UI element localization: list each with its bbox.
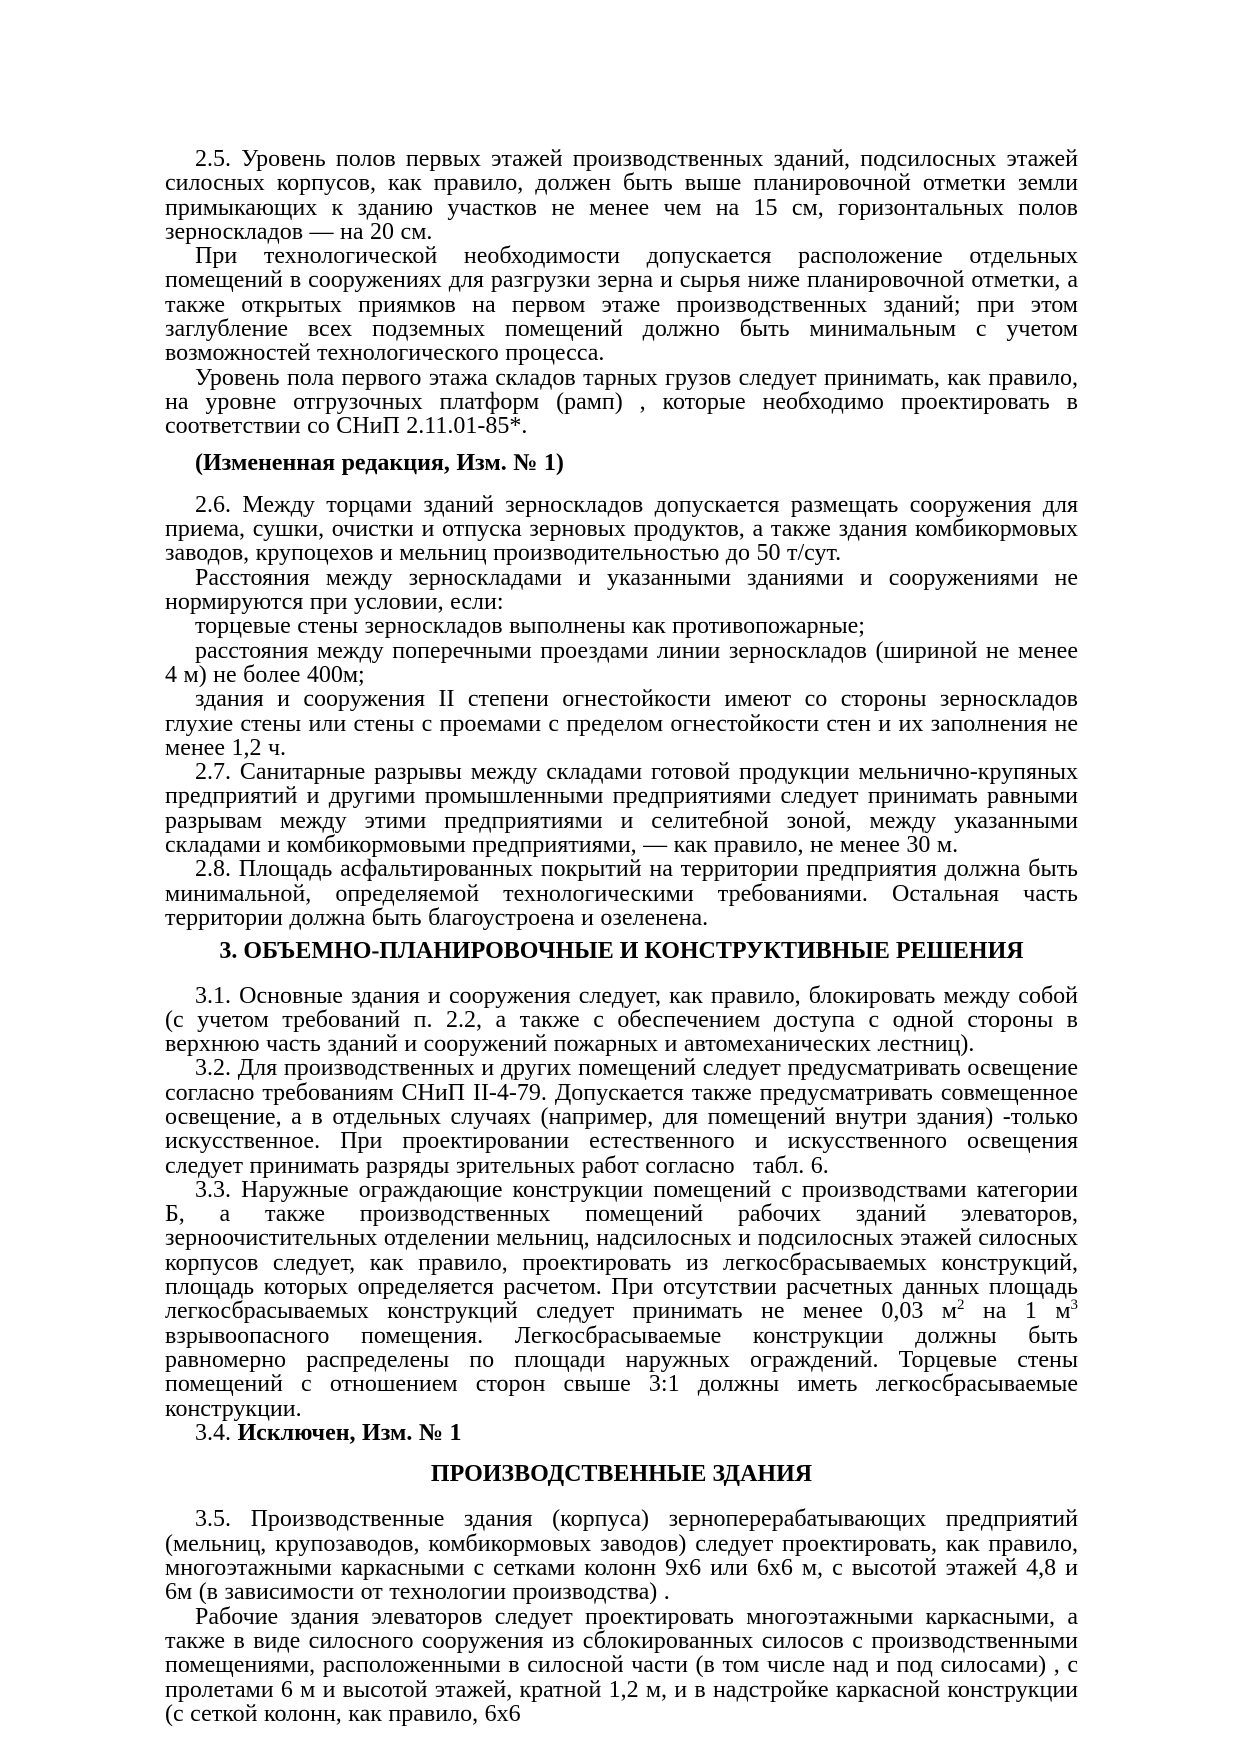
paragraph-2-5: 2.5. Уровень полов первых этажей производственных зданий, подсилосных этажей силосных корпусов, как правило, должен быть выше планировочной отметки земли примыкающих к зданию участков не менее чем на 15 см, горизонтальных полов зерноскладов — на 20 см.: [165, 146, 1078, 245]
subsection-heading-production-buildings: ПРОИЗВОДСТВЕННЫЕ ЗДАНИЯ: [430, 1461, 813, 1488]
condition-item-2: расстояния между поперечными проездами линии зерноскладов (шириной не менее 4 м) не более 400м;: [165, 637, 1078, 688]
paragraph-2-5-continued-2: Уровень пола первого этажа складов тарных грузов следует принимать, как правило, на уровне отгрузочных платформ (рамп) , которые необходимо проектировать в соответствии со СНиП 2.11.01-85*.: [165, 364, 1078, 440]
paragraph-3-1: 3.1. Основные здания и сооружения следует, как правило, блокировать между собой (с учетом требований п. 2.2, а также с обеспечением доступа с одной стороны в верхнюю часть зданий и сооружений пожарных и автомеханических лестниц).: [165, 982, 1078, 1058]
document-text-block: [165, 147, 1078, 1726]
condition-item-1: торцевые стены зерноскладов выполнены как противопожарные;: [195, 613, 865, 640]
paragraph-3-2: 3.2. Для производственных и других помещений следует предусматривать освещение согласно требованиям СНиП II-4-79. Допускается также предусматривать совмещенное освещение, а в отдельных случаях (например, для помещений внутри здания) -только искусственное. При проектировании естественного и искусственного освещения следует принимать разряды зрительных работ согласно табл. 6.: [165, 1055, 1078, 1179]
paragraph-3-5: 3.5. Производственные здания (корпуса) зерноперерабатывающих предприятий (мельниц, крупозаводов, комбикормовых заводов) следует проектировать, как правило, многоэтажными каркасными с сетками колонн 9х6 или 6х6 м, с высотой этажей 4,8 и 6м (в зависимости от технологии производства) .: [165, 1506, 1078, 1606]
paragraph-2-7: 2.7. Санитарные разрывы между складами готовой продукции мельнично-крупяных предприятий и другими промышленными предприятиями следует принимать равными разрывам между этими предприятиями и селитебной зоной, между указанными складами и комбикормовыми предприятиями, — как правило, не менее 30 м.: [165, 759, 1078, 859]
paragraph-2-6-conditions-intro: Расстояния между зерноскладами и указанными зданиями и сооружениями не нормируются при условии, если:: [165, 564, 1078, 616]
paragraph-2-8: 2.8. Площадь асфальтированных покрытий на территории предприятия должна быть минимальной, определяемой технологическими требованиями. Остальная часть территории должна быть благоустроена и озеленена.: [165, 856, 1078, 931]
paragraph-2-6: 2.6. Между торцами зданий зерноскладов допускается размещать сооружения для приема, сушки, очистки и отпуска зерновых продуктов, а также здания комбикормовых заводов, крупоцехов и мельниц производительностью до 50 т/сут.: [165, 491, 1078, 567]
paragraph-3-3-text: на 1 м: [964, 1298, 1071, 1325]
paragraph-3-4: [165, 1421, 1078, 1445]
condition-item-3: здания и сооружения II степени огнестойкости имеют со стороны зерноскладов глухие стены или стены с проемами с пределом огнестойкости стен и их заполнения не менее 1,2 ч.: [165, 686, 1078, 761]
amended-revision-note: (Измененная редакция, Изм. № 1): [195, 449, 564, 476]
paragraph-3-3: [165, 1178, 1078, 1421]
section-heading-3: 3. ОБЪЕМНО-ПЛАНИРОВОЧНЫЕ И КОНСТРУКТИВНЫЕ РЕШЕНИЯ: [219, 938, 1024, 965]
superscript-square-meters: 2: [956, 1297, 965, 1314]
paragraph-3-5-continued: Рабочие здания элеваторов следует проектировать многоэтажными каркасными, а также в виде силосного сооружения из сблокированных силосов с производственными помещениями, расположенными в силосной части (в том числе над и под силосами) , с пролетами 6 м и высотой этажей, кратной 1,2 м, и в надстройке каркасной конструкции (с сеткой колонн, как правило, 6х6: [165, 1603, 1078, 1727]
paragraph-2-5-continued: При технологической необходимости допускается расположение отдельных помещений в сооружениях для разгрузки зерна и сырья ниже планировочной отметки, а также открытых приямков на первом этаже производственных зданий; при этом заглубление всех подземных помещений должно быть минимальным с учетом возможностей технологического процесса.: [165, 243, 1078, 367]
paragraph-3-3-text: 3.3. Наружные ограждающие конструкции помещений с производствами категории Б, а также производственных помещений рабочих зданий элеваторов, зерноочистительных отделении мельниц, надсилосных и подсилосных этажей силосных корпусов следует, как правило, проектировать из легкосбрасываемых конструкций, площадь которых определяется расчетом. При отсутствии расчетных данных площадь легкосбрасываемых конструкций следует принимать не менее 0,03 м: [165, 1176, 1078, 1325]
paragraph-3-3-text: взрывоопасного помещения. Легкосбрасываемые конструкции должны быть равномерно распределены по площади наружных ограждений. Торцевые стены помещений с отношением сторон свыше 3:1 должны иметь легкосбрасываемые конструкции.: [165, 1322, 1078, 1422]
paragraph-3-4-excluded-note: Исключен, Изм. № 1: [237, 1419, 462, 1446]
paragraph-3-4-number: 3.4.: [195, 1419, 238, 1446]
superscript-cubic-meters: 3: [1070, 1297, 1079, 1314]
